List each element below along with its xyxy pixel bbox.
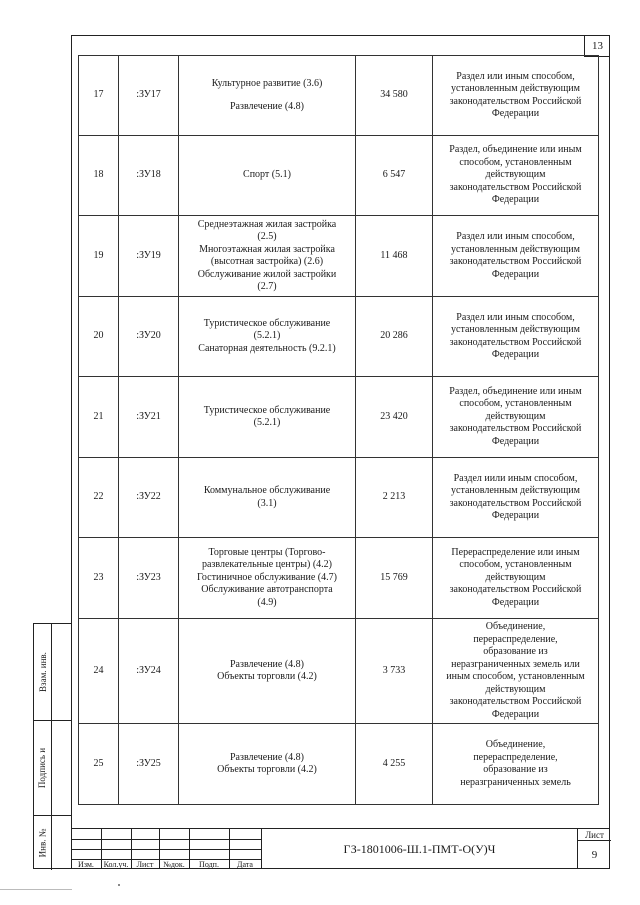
row-number: 22 bbox=[79, 458, 119, 538]
permitted-use-line: Развлечение (4.8) bbox=[230, 100, 304, 112]
formation-method-line: Раздел, объединение или иным bbox=[449, 144, 582, 156]
header-izm: Изм. bbox=[78, 860, 94, 869]
formation-method-line: способом, установленным bbox=[459, 398, 572, 410]
formation-method-line: способом, установленным bbox=[459, 156, 572, 168]
formation-method-line: законодательством Российской bbox=[449, 696, 582, 707]
vzam-inv-cell bbox=[34, 624, 72, 721]
page-number: 13 bbox=[584, 35, 610, 57]
land-plots-table bbox=[78, 55, 599, 805]
permitted-use-line: Многоэтажная жилая застройка bbox=[199, 243, 335, 255]
row-number: 20 bbox=[79, 297, 119, 377]
formation-method-line: установленным действующим bbox=[451, 485, 580, 496]
table-row bbox=[79, 136, 599, 216]
formation-method-line: неразграниченных земель bbox=[460, 776, 571, 788]
formation-method-line: образование из bbox=[483, 646, 548, 657]
permitted-use bbox=[179, 458, 356, 538]
header-list: Лист bbox=[136, 860, 154, 869]
margin-line bbox=[0, 889, 72, 890]
table-row bbox=[79, 56, 599, 136]
plot-area: 6 547 bbox=[356, 136, 433, 216]
formation-method-line: установленным действующим bbox=[451, 83, 580, 94]
formation-method-line: Раздел или иным способом, bbox=[456, 311, 575, 323]
permitted-use-line: (2.7) bbox=[257, 281, 277, 292]
permitted-use bbox=[179, 538, 356, 619]
header-data: Дата bbox=[237, 860, 253, 869]
permitted-use-line: (3.1) bbox=[257, 497, 277, 509]
formation-method-line: Объединение, bbox=[485, 739, 546, 750]
signature-cell bbox=[34, 721, 72, 816]
formation-method bbox=[433, 216, 599, 297]
plot-designation: :ЗУ24 bbox=[119, 619, 179, 724]
permitted-use-line: (5.2.1) bbox=[253, 330, 281, 342]
permitted-use bbox=[179, 56, 356, 136]
permitted-use-line bbox=[182, 91, 352, 101]
inv-number-cell bbox=[34, 816, 72, 870]
formation-method bbox=[433, 377, 599, 458]
plot-designation: :ЗУ18 bbox=[119, 136, 179, 216]
sheet-box bbox=[577, 829, 610, 869]
permitted-use-line: Спорт (5.1) bbox=[243, 169, 291, 181]
permitted-use-line: Коммунальное обслуживание bbox=[203, 485, 331, 496]
revision-grid bbox=[71, 829, 261, 869]
formation-method-line: действующим bbox=[485, 571, 546, 583]
formation-method-line: действующим bbox=[485, 410, 546, 422]
plot-area: 4 255 bbox=[356, 724, 433, 805]
plot-area: 23 420 bbox=[356, 377, 433, 458]
table-row bbox=[79, 377, 599, 458]
table-row bbox=[79, 297, 599, 377]
formation-method-line: образование из bbox=[483, 764, 548, 775]
permitted-use-line: Санаторная деятельность (9.2.1) bbox=[198, 342, 336, 354]
formation-method-line: законодательством Российской bbox=[449, 584, 582, 596]
formation-method-line: Федерации bbox=[491, 194, 540, 206]
permitted-use-line: Среднеэтажная жилая застройка bbox=[197, 218, 337, 230]
formation-method-line: законодательством Российской bbox=[449, 256, 582, 267]
formation-method-line: иным способом, установленным bbox=[446, 671, 585, 682]
permitted-use-line: Гостиничное обслуживание (4.7) bbox=[197, 571, 337, 583]
table-row bbox=[79, 724, 599, 805]
header-kol-uch: Кол.уч. bbox=[103, 860, 129, 869]
formation-method-line: перераспределение, bbox=[473, 751, 558, 763]
permitted-use-line: Обслуживание жилой застройки bbox=[197, 268, 337, 280]
plot-designation: :ЗУ21 bbox=[119, 377, 179, 458]
formation-method-line: законодательством Российской bbox=[449, 423, 582, 435]
formation-method bbox=[433, 56, 599, 136]
table-row bbox=[79, 216, 599, 297]
signature-label: Подпись и bbox=[37, 747, 48, 789]
permitted-use-line: Туристическое обслуживание bbox=[203, 404, 331, 416]
formation-method-line: законодательством Российской bbox=[449, 497, 582, 509]
formation-method-line: установленным действующим bbox=[451, 324, 580, 335]
formation-method-line: Федерации bbox=[491, 510, 540, 521]
formation-method-line: Раздел иили иным способом, bbox=[453, 472, 578, 484]
table-row bbox=[79, 619, 599, 724]
formation-method-line: законодательством Российской bbox=[449, 181, 582, 193]
formation-method-line: Раздел или иным способом, bbox=[456, 70, 575, 82]
permitted-use-line: (высотная застройка) (2.6) bbox=[210, 256, 324, 267]
row-number: 23 bbox=[79, 538, 119, 619]
formation-method-line: Федерации bbox=[491, 596, 540, 608]
permitted-use-line: (4.9) bbox=[257, 596, 277, 608]
permitted-use bbox=[179, 619, 356, 724]
formation-method-line: перераспределение, bbox=[473, 633, 558, 645]
formation-method bbox=[433, 619, 599, 724]
permitted-use bbox=[179, 297, 356, 377]
table-row bbox=[79, 538, 599, 619]
permitted-use-line: Объекты торговли (4.2) bbox=[217, 671, 317, 682]
formation-method-line: Федерации bbox=[491, 268, 540, 280]
plot-area: 34 580 bbox=[356, 56, 433, 136]
formation-method-line: Федерации bbox=[491, 349, 540, 360]
formation-method-line: способом, установленным bbox=[459, 559, 572, 571]
row-number: 18 bbox=[79, 136, 119, 216]
formation-method-line: законодательством Российской bbox=[449, 336, 582, 348]
sheet-number: 9 bbox=[591, 849, 598, 861]
formation-method bbox=[433, 724, 599, 805]
plot-area: 20 286 bbox=[356, 297, 433, 377]
formation-method-line: действующим bbox=[485, 683, 546, 695]
permitted-use-line: Развлечение (4.8) bbox=[230, 658, 304, 670]
plot-designation: :ЗУ25 bbox=[119, 724, 179, 805]
permitted-use-line: Культурное развитие (3.6) bbox=[211, 78, 323, 89]
document-code: ГЗ-1801006-Ш.1-ПМТ-О(У)Ч bbox=[261, 829, 577, 869]
permitted-use-line: Обслуживание автотранспорта bbox=[201, 584, 333, 596]
formation-method-line: Федерации bbox=[491, 108, 540, 119]
sheet-label: Лист bbox=[578, 829, 611, 841]
plot-designation: :ЗУ17 bbox=[119, 56, 179, 136]
plot-area: 2 213 bbox=[356, 458, 433, 538]
header-podp: Подп. bbox=[199, 860, 219, 869]
plot-designation: :ЗУ19 bbox=[119, 216, 179, 297]
row-number: 24 bbox=[79, 619, 119, 724]
formation-method-line: Перераспределение или иным bbox=[451, 546, 580, 558]
permitted-use-line: (5.2.1) bbox=[253, 417, 281, 428]
plot-designation: :ЗУ22 bbox=[119, 458, 179, 538]
plot-area: 15 769 bbox=[356, 538, 433, 619]
formation-method-line: Федерации bbox=[491, 708, 540, 720]
permitted-use-line: Развлечение (4.8) bbox=[230, 751, 304, 763]
plot-area: 11 468 bbox=[356, 216, 433, 297]
title-block bbox=[71, 828, 610, 869]
permitted-use bbox=[179, 136, 356, 216]
formation-method-line: Объединение, bbox=[485, 621, 546, 632]
plot-designation: :ЗУ23 bbox=[119, 538, 179, 619]
permitted-use bbox=[179, 724, 356, 805]
table-row bbox=[79, 458, 599, 538]
header-ndok: №док. bbox=[163, 860, 185, 869]
formation-method-line: Федерации bbox=[491, 435, 540, 447]
formation-method-line: действующим bbox=[485, 169, 546, 181]
formation-method-line: Раздел, объединение или иным bbox=[449, 385, 582, 397]
approval-strip bbox=[33, 623, 71, 869]
formation-method-line: законодательством Российской bbox=[449, 95, 582, 107]
row-number: 17 bbox=[79, 56, 119, 136]
permitted-use bbox=[179, 377, 356, 458]
permitted-use-line: Туристическое обслуживание bbox=[203, 317, 331, 329]
formation-method-line: неразграниченных земель или bbox=[451, 658, 580, 670]
vzam-inv-label: Взам. инв. bbox=[37, 652, 48, 692]
formation-method bbox=[433, 538, 599, 619]
permitted-use-line: развлекательные центры) (4.2) bbox=[201, 559, 332, 571]
row-number: 19 bbox=[79, 216, 119, 297]
scan-dot bbox=[118, 884, 120, 886]
permitted-use-line: Объекты торговли (4.2) bbox=[217, 764, 317, 775]
plot-area: 3 733 bbox=[356, 619, 433, 724]
permitted-use-line: Торговые центры (Торгово- bbox=[208, 546, 326, 558]
row-number: 25 bbox=[79, 724, 119, 805]
row-number: 21 bbox=[79, 377, 119, 458]
formation-method bbox=[433, 136, 599, 216]
formation-method-line: установленным действующим bbox=[451, 243, 580, 255]
formation-method bbox=[433, 458, 599, 538]
inv-number-label: Инв. № bbox=[37, 828, 48, 858]
formation-method bbox=[433, 297, 599, 377]
formation-method-line: Раздел или иным способом, bbox=[456, 231, 575, 242]
permitted-use bbox=[179, 216, 356, 297]
permitted-use-line: (2.5) bbox=[257, 231, 277, 242]
plot-designation: :ЗУ20 bbox=[119, 297, 179, 377]
